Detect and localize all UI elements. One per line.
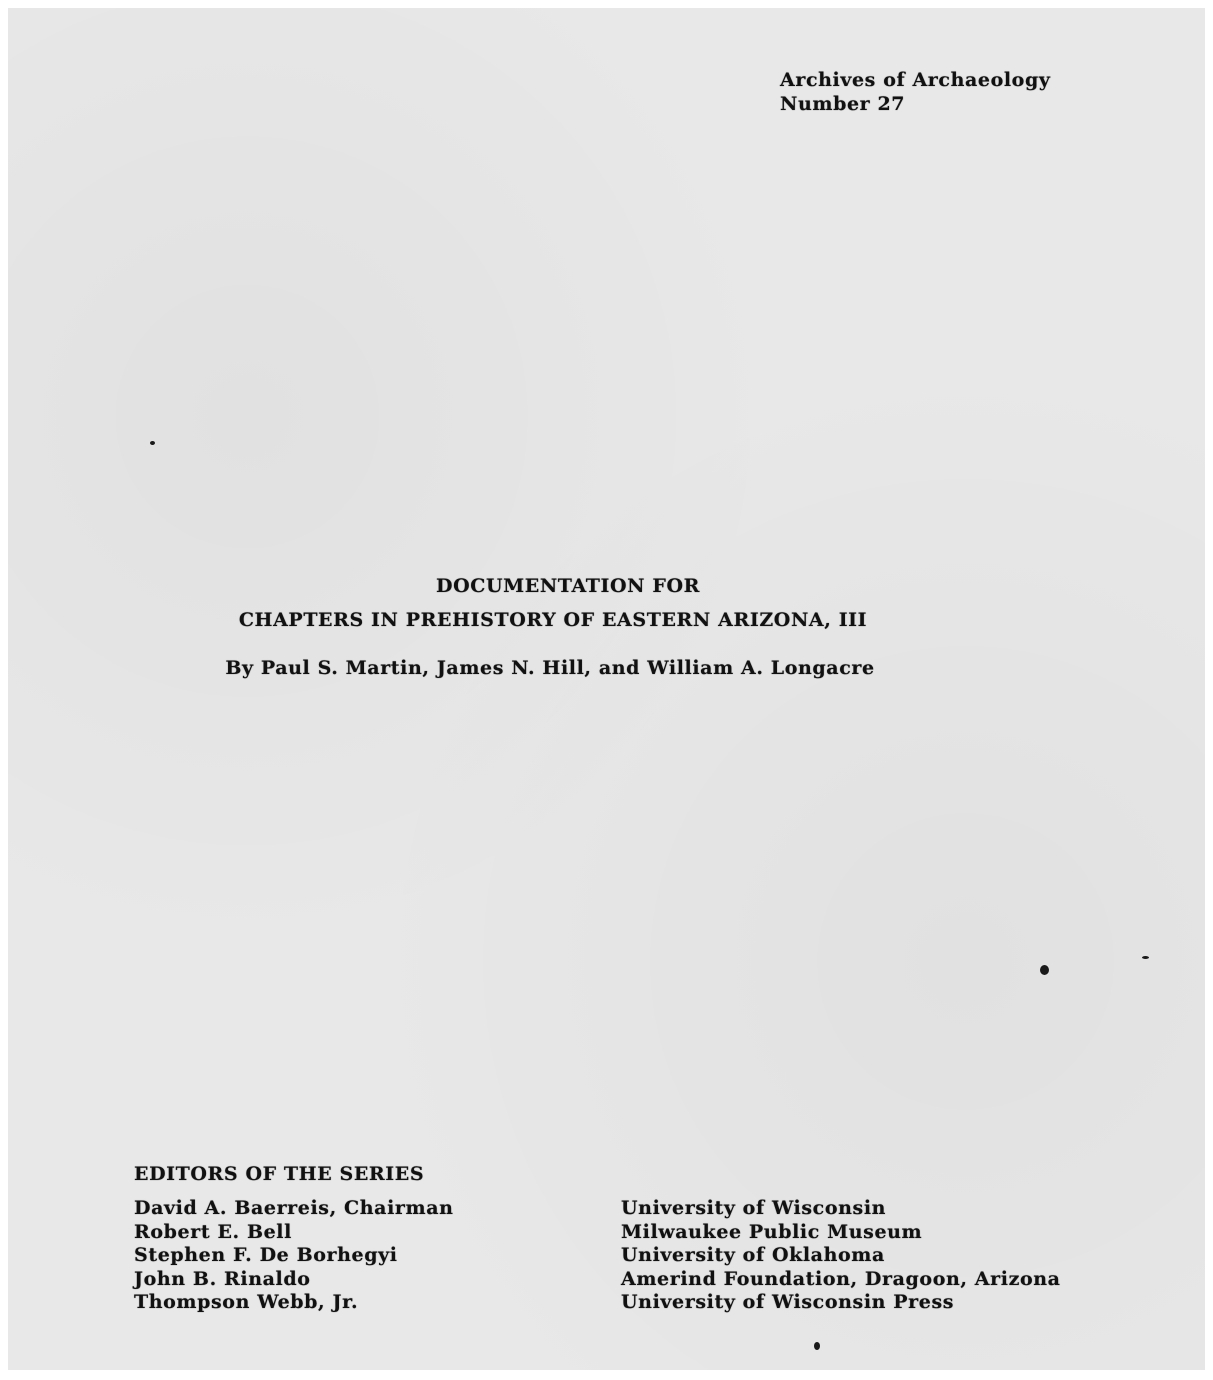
affiliations-list [621, 1197, 1061, 1315]
title-line-2: CHAPTERS IN PREHISTORY OF EASTERN ARIZONA, III [238, 609, 868, 631]
series-name: Archives of Archaeology [780, 69, 1051, 91]
byline: By Paul S. Martin, James N. Hill, and William A. Longacre [225, 657, 875, 679]
series-header [780, 68, 1050, 116]
document-sheet [8, 8, 1205, 1370]
editor-affiliation: Milwaukee Public Museum [621, 1220, 923, 1243]
editor-name: John B. Rinaldo [134, 1267, 311, 1290]
editor-name: Stephen F. De Borhegyi [134, 1244, 398, 1266]
ink-speck [150, 441, 155, 445]
editor-affiliation: University of Wisconsin Press [621, 1291, 955, 1313]
ink-speck [814, 1342, 820, 1350]
title-line-1: DOCUMENTATION FOR [436, 575, 700, 597]
series-number: Number 27 [780, 93, 906, 115]
editor-affiliation: University of Wisconsin [621, 1197, 887, 1219]
editor-name: Thompson Webb, Jr. [134, 1291, 359, 1313]
editor-name: Robert E. Bell [134, 1220, 292, 1243]
editors-heading: EDITORS OF THE SERIES [134, 1163, 425, 1185]
editor-name: David A. Baerreis, Chairman [134, 1197, 454, 1219]
ink-speck [1040, 965, 1049, 975]
editors-list [134, 1197, 454, 1315]
editor-affiliation: Amerind Foundation, Dragoon, Arizona [621, 1267, 1061, 1290]
editor-affiliation: University of Oklahoma [621, 1244, 885, 1266]
ink-speck [1142, 956, 1149, 959]
